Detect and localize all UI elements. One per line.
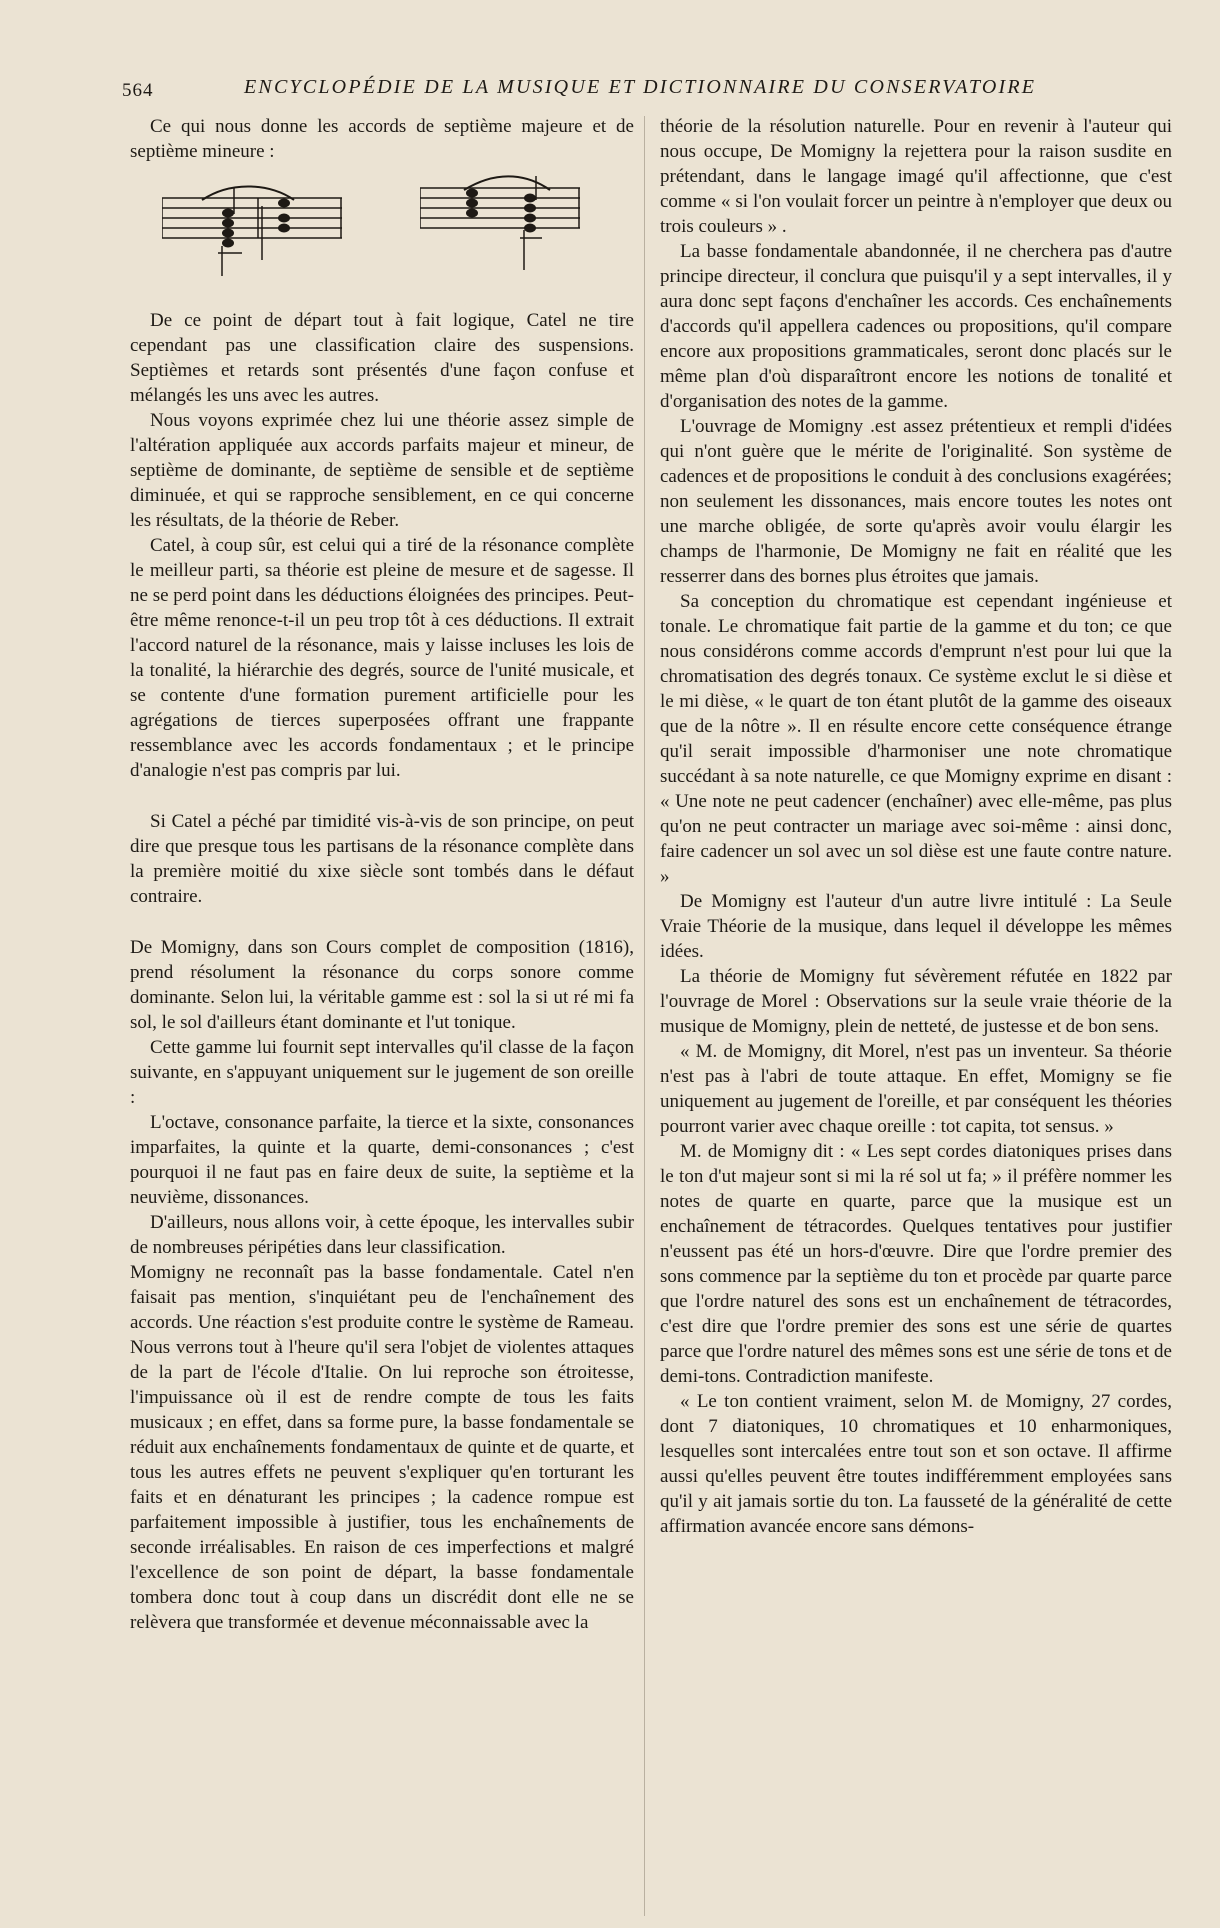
paragraph: La basse fondamentale abandonnée, il ne cherchera pas d'autre principe directeur, il conclura que puisqu'il y a sept intervalles, il y aura donc sept façons d'enchaîner les accords. Ces enchaînements d'accords qu'il appellera cadences ou propositions, qu'il compare encore aux propositions grammaticales, seront donc placés sur le même plan d'où disparaîtront encore les notions de tonalité et d'organisation des notes de la gamme. <box>660 241 1172 412</box>
spacer <box>130 783 634 809</box>
paragraph: La théorie de Momigny fut sévèrement réfutée en 1822 par l'ouvrage de Morel : Observations sur la seule vraie théorie de la musique de Momigny, plein de netteté, de justesse et de bon sens. <box>660 966 1172 1037</box>
staff-example-minor-seventh <box>420 170 580 298</box>
paragraph: Ce qui nous donne les accords de septième majeure et de septième mineure : <box>130 116 634 162</box>
paragraph: Catel, à coup sûr, est celui qui a tiré de la résonance complète le meilleur parti, sa théorie est pleine de mesure et de sagesse. Il ne se perd point dans les déductions éloignées des principes. Peut-être même renonce-t-il un peu trop tôt à ces déductions. Il extrait l'accord naturel de la résonance, mais y laisse incluses les lois de la tonalité, la hiérarchie des degrés, source de l'unité musicale, et se contente d'une formation purement artificielle pour les agrégations de tierces superposées offrant une frappante ressemblance avec les accords fondamentaux ; et le principe d'analogie n'est pas compris par lui. <box>130 535 634 781</box>
paragraph: D'ailleurs, nous allons voir, à cette époque, les intervalles subir de nombreuses péripéties dans leur classification. <box>130 1212 634 1258</box>
left-column <box>130 114 634 1635</box>
paragraph: M. de Momigny dit : « Les sept cordes diatoniques prises dans le ton d'ut majeur sont si mi la ré sol ut fa; » il préfère nommer les notes de quarte en quarte, parce que la musique est un enchaînement de tétracordes. Quelques tentatives pour justifier n'eussent pas été un hors-d'œuvre. Dire que l'ordre premier des sons commence par la septième du ton et procède par quarte parce que l'ordre naturel des sons est un enchaînement de tétracordes, c'est dire que l'ordre premier des sons est une série de quartes parce que l'ordre naturel des mêmes sons est une série de tons et de demi-tons. Contradiction manifeste. <box>660 1141 1172 1387</box>
paragraph: De Momigny est l'auteur d'un autre livre intitulé : La Seule Vraie Théorie de la musique, dans lequel il développe les mêmes idées. <box>660 891 1172 962</box>
paragraph: Momigny ne reconnaît pas la basse fondamentale. Catel n'en faisait pas mention, s'inquiétant peu de l'enchaînement des accords. Une réaction s'est produite contre le système de Rameau. Nous verrons tout à l'heure qu'il sera l'objet de violentes attaques de la part de l'école d'Italie. On lui reproche son étroitesse, l'impuissance où il est de rendre compte de tous les faits musicaux ; en effet, dans sa forme pure, la basse fondamentale se réduit aux enchaînements fondamentaux de quinte et de quarte, et tous les autres effets ne peuvent s'expliquer qu'en torturant les faits et en dénaturant les principes ; la cadence rompue est parfaitement impossible à justifier, tous les enchaînements de seconde irréalisables. En raison de ces imperfections et malgré l'excellence de son point de départ, la basse fondamentale tombera donc tout à coup dans un discrédit dont elle ne se relèvera que transformée et devenue méconnaissable avec la <box>130 1262 634 1633</box>
paragraph: Cette gamme lui fournit sept intervalles qu'il classe de la façon suivante, en s'appuyant uniquement sur le jugement de son oreille : <box>130 1037 634 1108</box>
paragraph: Sa conception du chromatique est cependant ingénieuse et tonale. Le chromatique fait partie de la gamme et du ton; ce que nous considérons comme accords d'emprunt n'est pour lui que la chromatisation des degrés tonaux. Ce système exclut le si dièse et le mi dièse, « le quart de ton étant plutôt de la gamme des oiseaux que de la nôtre ». Il en résulte encore cette conséquence étrange qu'il serait impossible d'harmoniser une note chromatique succédant à sa note naturelle, ce que Momigny exprime en disant : « Une note ne peut cadencer (enchaîner) avec elle-même, pas plus qu'on ne peut contracter un mariage avec soi-même : ainsi donc, faire cadencer un sol avec un sol dièse est une faute contre nature. » <box>660 591 1172 887</box>
paragraph: théorie de la résolution naturelle. Pour en revenir à l'auteur qui nous occupe, De Momigny la rejettera pour la raison susdite en prétendant, dans le langage imagé qu'il affectionne, que c'est comme « si l'on voulait forcer un peintre à n'employer que deux ou trois couleurs » . <box>660 116 1172 237</box>
paragraph: Si Catel a péché par timidité vis-à-vis de son principe, on peut dire que presque tous les partisans de la résonance complète dans la première moitié du xixe siècle sont tombés dans le défaut contraire. <box>130 811 634 907</box>
paragraph-momigny: De Momigny, dans son Cours complet de composition (1816), prend résolument la résonance du corps sonore comme dominante. Selon lui, la véritable gamme est : sol la si ut ré mi fa sol, le sol d'ailleurs étant dominante et l'ut tonique. <box>130 937 634 1033</box>
paragraph: « Le ton contient vraiment, selon M. de Momigny, 27 cordes, dont 7 diatoniques, 10 chromatiques et 10 enharmoniques, lesquelles sont intercalées entre tout son et son octave. Il affirme aussi qu'elles peuvent être toutes indifféremment employées sans qu'il y ait jamais sortie du ton. La fausseté de la généralité de cette affirmation avancée encore sans démons- <box>660 1391 1172 1537</box>
column-divider <box>644 116 645 1916</box>
running-header <box>122 76 1162 106</box>
paragraph: L'ouvrage de Momigny .est assez prétentieux et rempli d'idées qui n'ont guère que le mérite de l'originalité. Son système de cadences et de propositions le conduit à des conclusions exagérées; non seulement les dissonances, mais encore toutes les notes ont une marche obligée, de sorte qu'après avoir voulu élargir les champs de l'harmonie, De Momigny ne fait en réalité que les resserrer dans des bornes plus étroites que jamais. <box>660 416 1172 587</box>
page-number: 564 <box>122 80 154 101</box>
staff-example-major-seventh <box>162 170 342 298</box>
paragraph: « M. de Momigny, dit Morel, n'est pas un inventeur. Sa théorie n'est pas à l'abri de toute attaque. En effet, Momigny se fie uniquement au jugement de l'oreille, et par conséquent les théories pourront varier avec chaque oreille : tot capita, tot sensus. » <box>660 1041 1172 1137</box>
paragraph: L'octave, consonance parfaite, la tierce et la sixte, consonances imparfaites, la quinte et la quarte, demi-consonances ; c'est pourquoi il ne faut pas en faire deux de suite, la septième et la neuvième, dissonances. <box>130 1112 634 1208</box>
right-column <box>660 114 1172 1539</box>
spacer <box>130 909 634 935</box>
running-title: ENCYCLOPÉDIE DE LA MUSIQUE ET DICTIONNAIRE DU CONSERVATOIRE <box>244 76 1037 98</box>
music-example <box>130 170 634 298</box>
paragraph: De ce point de départ tout à fait logique, Catel ne tire cependant pas une classification claire des suspensions. Septièmes et retards sont présentés d'une façon confuse et mélangés les uns avec les autres. <box>130 310 634 406</box>
paragraph: Nous voyons exprimée chez lui une théorie assez simple de l'altération appliquée aux accords parfaits majeur et mineur, de septième de dominante, de septième de sensible et de septième diminuée, et qui se rapproche sensiblement, en ce qui concerne les résultats, de la théorie de Reber. <box>130 410 634 531</box>
